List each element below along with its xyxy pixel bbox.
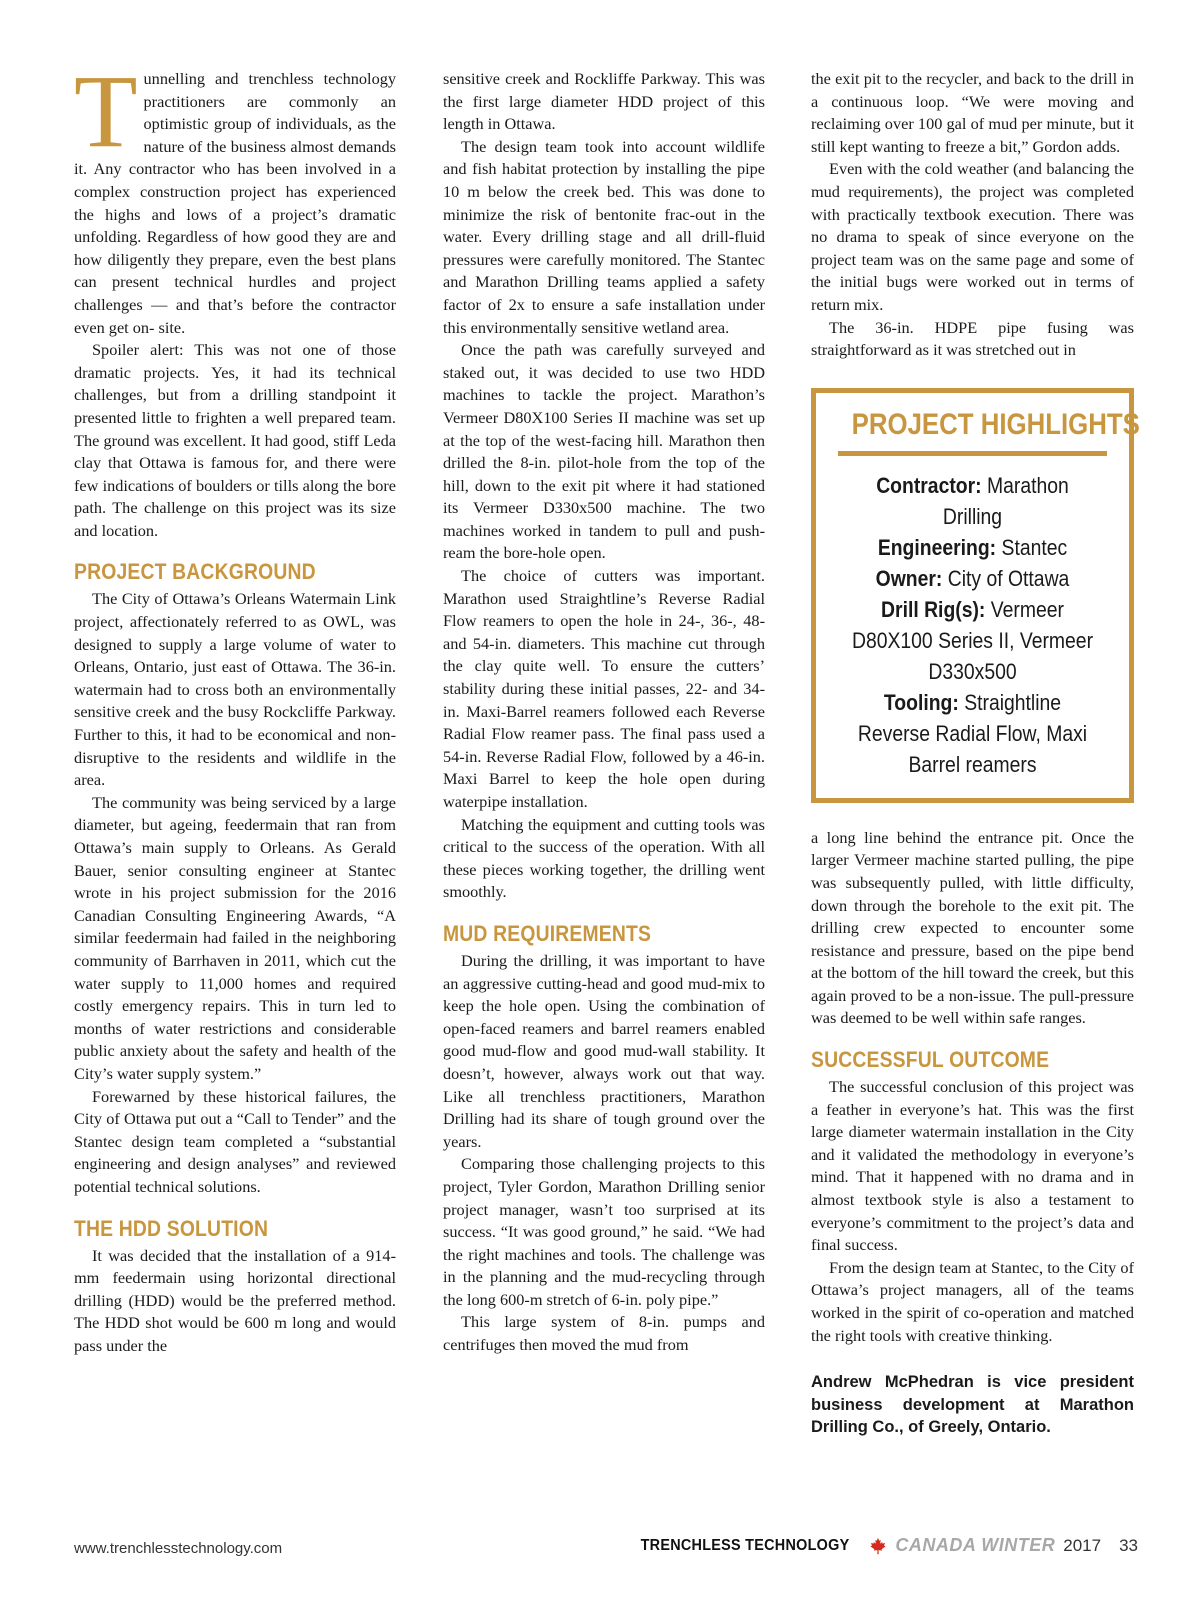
highlight-drill-rigs [849, 594, 1096, 687]
body-paragraph: It was decided that the installation of a 914-mm feedermain using horizontal directional drilling (HDD) would be the preferred method. The HDD shot would be 600 m long and would pass under the [74, 1245, 396, 1355]
edition-label: CANADA WINTER [895, 1535, 1056, 1555]
body-paragraph: The choice of cutters was important. Marathon used Straightline’s Reverse Radial Flow reamers to open the hole in 24-, 36-, 48- and 54-in. diameters. This machine cut through the clay quite well. To ensure the cutters’ stability during these initial passes, 22- and 34-in. Maxi-Barrel reamers followed each Reverse Radial Flow reamer pass. The final pass used a 54-in. Reverse Radial Flow, followed by a 46-in. Maxi Barrel to keep the hole open during waterpipe installation. [443, 566, 765, 811]
intro-text: unnelling and trenchless technology practitioners are commonly an optimistic group of individuals, as the nature of the business almost demands it. Any contractor who has been involved in a complex construction project has experienced the highs and lows of a project’s dramatic unfolding. Regardless of how good they are and how diligently they prepare, even the best plans can present technical hurdles and project challenges — and that’s before the contractor even get on- site. [74, 69, 396, 337]
section-heading-successful-outcome: SUCCESSFUL OUTCOME [811, 1047, 1050, 1073]
body-paragraph: Forewarned by these historical failures, the City of Ottawa put out a “Call to Tender” and the Stantec design team completed a “substantial engineering and design analyses” and reviewed potential technical solutions. [74, 1086, 396, 1196]
body-paragraph: During the drilling, it was important to have an aggressive cutting-head and good mud-mix to keep the hole open. Using the combination of open-faced reamers and barrel reamers enabled good mud-flow and good mud-wall stability. It doesn’t, however, always work out that way. Like all trenchless practitioners, Marathon Drilling had its share of tough ground over the years. [443, 950, 765, 1151]
body-paragraph: Comparing those challenging projects to this project, Tyler Gordon, Marathon Drilling senior project manager, wasn’t too surprised at its success. “It was good ground,” he said. “We had the right machines and tools. The challenge was in the planning and the mud-recycling through the long 600-m stretch of 6-in. poly pipe.” [443, 1154, 765, 1309]
footer-publication-info [629, 1535, 1138, 1556]
article-column-1 [74, 54, 396, 1357]
body-paragraph: The City of Ottawa’s Orleans Watermain Link project, affectionately referred to as OWL, was designed to supply a large volume of water to Orleans, Ontario, just east of Ottawa. The 36-in. watermain had to cross both an environmentally sensitive creek and the busy Rockcliffe Parkway. Further to this, it had to be economical and non-disruptive to the residents and wildlife in the area. [74, 589, 396, 790]
highlight-contractor [849, 470, 1096, 532]
highlights-divider [838, 451, 1107, 456]
body-paragraph: Once the path was carefully surveyed and staked out, it was decided to use two HDD machines to tackle the project. Marathon’s Vermeer D80X100 Series II machine was set up at the top of the west-facing hill. Marathon then drilled the 8-in. pilot-hole from the top of the hill, down to the exit pit where it had stationed its Vermeer D330x500 machine. The two machines worked in tandem to pull and push-ream the bore-hole open. [443, 340, 765, 563]
body-paragraph: The successful conclusion of this project was a feather in everyone’s hat. This was the first large diameter watermain installation in the City and it validated the methodology in everyone’s mind. That it happened with no drama and in almost textbook style is also a testament to everyone’s commitment to the project’s data and final success. [811, 1077, 1134, 1255]
highlight-label: Contractor: [876, 472, 982, 498]
body-paragraph: the exit pit to the recycler, and back to the drill in a continuous loop. “We were moving and reclaiming over 100 gal of mud per minute, but it still kept wanting to freeze a bit,” Gordon adds. [811, 69, 1134, 156]
intro-paragraph [74, 54, 396, 339]
highlight-value: Marathon Drilling [942, 472, 1069, 529]
body-paragraph: The community was being serviced by a large diameter, but ageing, feedermain that ran from Ottawa’s main supply to Orleans. As Gerald Bauer, senior consulting engineer at Stantec wrote in his project submission for the 2016 Canadian Consulting Engineering Awards, “A similar feedermain had failed in the neighboring community of Barrhaven in 2011, which cut the water supply to 11,000 homes and required costly emergency repairs. This in turn led to months of water restrictions and considerable public anxiety about the safety and health of the City’s water supply system.” [74, 792, 396, 1083]
body-paragraph: The design team took into account wildlife and fish habitat protection by installing the pipe 10 m below the creek bed. This was done to minimize the risk of bentonite frac-out in the water. Every drilling stage and all drill-fluid pressures were carefully monitored. The Stantec and Marathon Drilling teams applied a safety factor of 2x to ensure a safe installation under this environmentally sensitive wetland area. [443, 136, 765, 337]
body-paragraph: From the design team at Stantec, to the City of Ottawa’s project managers, all of the teams worked in the spirit of co-operation and matched the right tools with creative thinking. [811, 1257, 1134, 1345]
page-number: 33 [1119, 1535, 1138, 1555]
drop-cap: T [74, 54, 138, 169]
highlight-value: Stantec [1001, 534, 1068, 560]
highlights-title: PROJECT HIGHLIGHTS [851, 407, 1140, 441]
highlight-value: Vermeer D80X100 Series II, Vermeer D330x500 [851, 596, 1094, 684]
author-bio: Andrew McPhedran is vice president business development at Marathon Drilling Co., of Greely, Ontario. [811, 1373, 1134, 1437]
highlights-list [849, 470, 1096, 780]
highlight-owner [849, 563, 1096, 594]
highlight-value: Straightline Reverse Radial Flow, Maxi Barrel reamers [857, 689, 1088, 777]
body-paragraph: a long line behind the entrance pit. Once the larger Vermeer machine started pulling, the pipe was subsequently pulled, with little difficulty, down through the borehole to the exit pit. The drilling crew expected to encounter some resistance and pressure, based on the pipe bend at the bottom of the hill toward the creek, but this again proved to be a non-issue. The pull-pressure was deemed to be well within safe ranges. [811, 827, 1134, 1028]
highlight-label: Owner: [875, 565, 943, 591]
body-paragraph: The 36-in. HDPE pipe fusing was straightforward as it was stretched out in [811, 317, 1134, 360]
highlight-value: City of Ottawa [947, 565, 1070, 591]
highlight-label: Tooling: [883, 689, 959, 715]
section-heading-project-background: PROJECT BACKGROUND [74, 559, 316, 585]
section-heading-mud-requirements: MUD REQUIREMENTS [443, 920, 652, 946]
highlight-label: Drill Rig(s): [881, 596, 986, 622]
maple-leaf-icon [869, 1537, 887, 1555]
body-paragraph: sensitive creek and Rockliffe Parkway. This was the first large diameter HDD project of this length in Ottawa. [443, 69, 765, 134]
section-heading-hdd-solution: THE HDD SOLUTION [74, 1215, 269, 1241]
footer-website-link[interactable]: www.trenchlesstechnology.com [74, 1540, 283, 1557]
body-paragraph: Even with the cold weather (and balancing the mud requirements), the project was completed with practically textbook execution. There was no drama to speak of since everyone on the project team was on the same page and some of the initial bugs were worked out in terms of return mix. [811, 159, 1134, 314]
edition-year: 2017 [1063, 1535, 1102, 1555]
article-column-2 [443, 68, 765, 1357]
highlight-engineering [849, 532, 1096, 563]
publication-name: TRENCHLESS TECHNOLOGY [640, 1536, 850, 1554]
highlight-label: Engineering: [877, 534, 997, 560]
article-column-3 [811, 68, 1140, 1439]
highlight-tooling [849, 687, 1096, 780]
body-paragraph: Spoiler alert: This was not one of those dramatic projects. Yes, it had its technical challenges, but from a drilling standpoint it presented little to frighten a well prepared team. The ground was excellent. It had good, stiff Leda clay that Ottawa is famous for, and there were few indications of boulders or tills along the bore path. The challenge on this project was its size and location. [74, 340, 396, 540]
project-highlights-box [811, 388, 1140, 803]
body-paragraph: This large system of 8-in. pumps and centrifuges then moved the mud from [443, 1312, 765, 1355]
body-paragraph: Matching the equipment and cutting tools was critical to the success of the operation. With all these pieces working together, the drilling went smoothly. [443, 814, 765, 902]
